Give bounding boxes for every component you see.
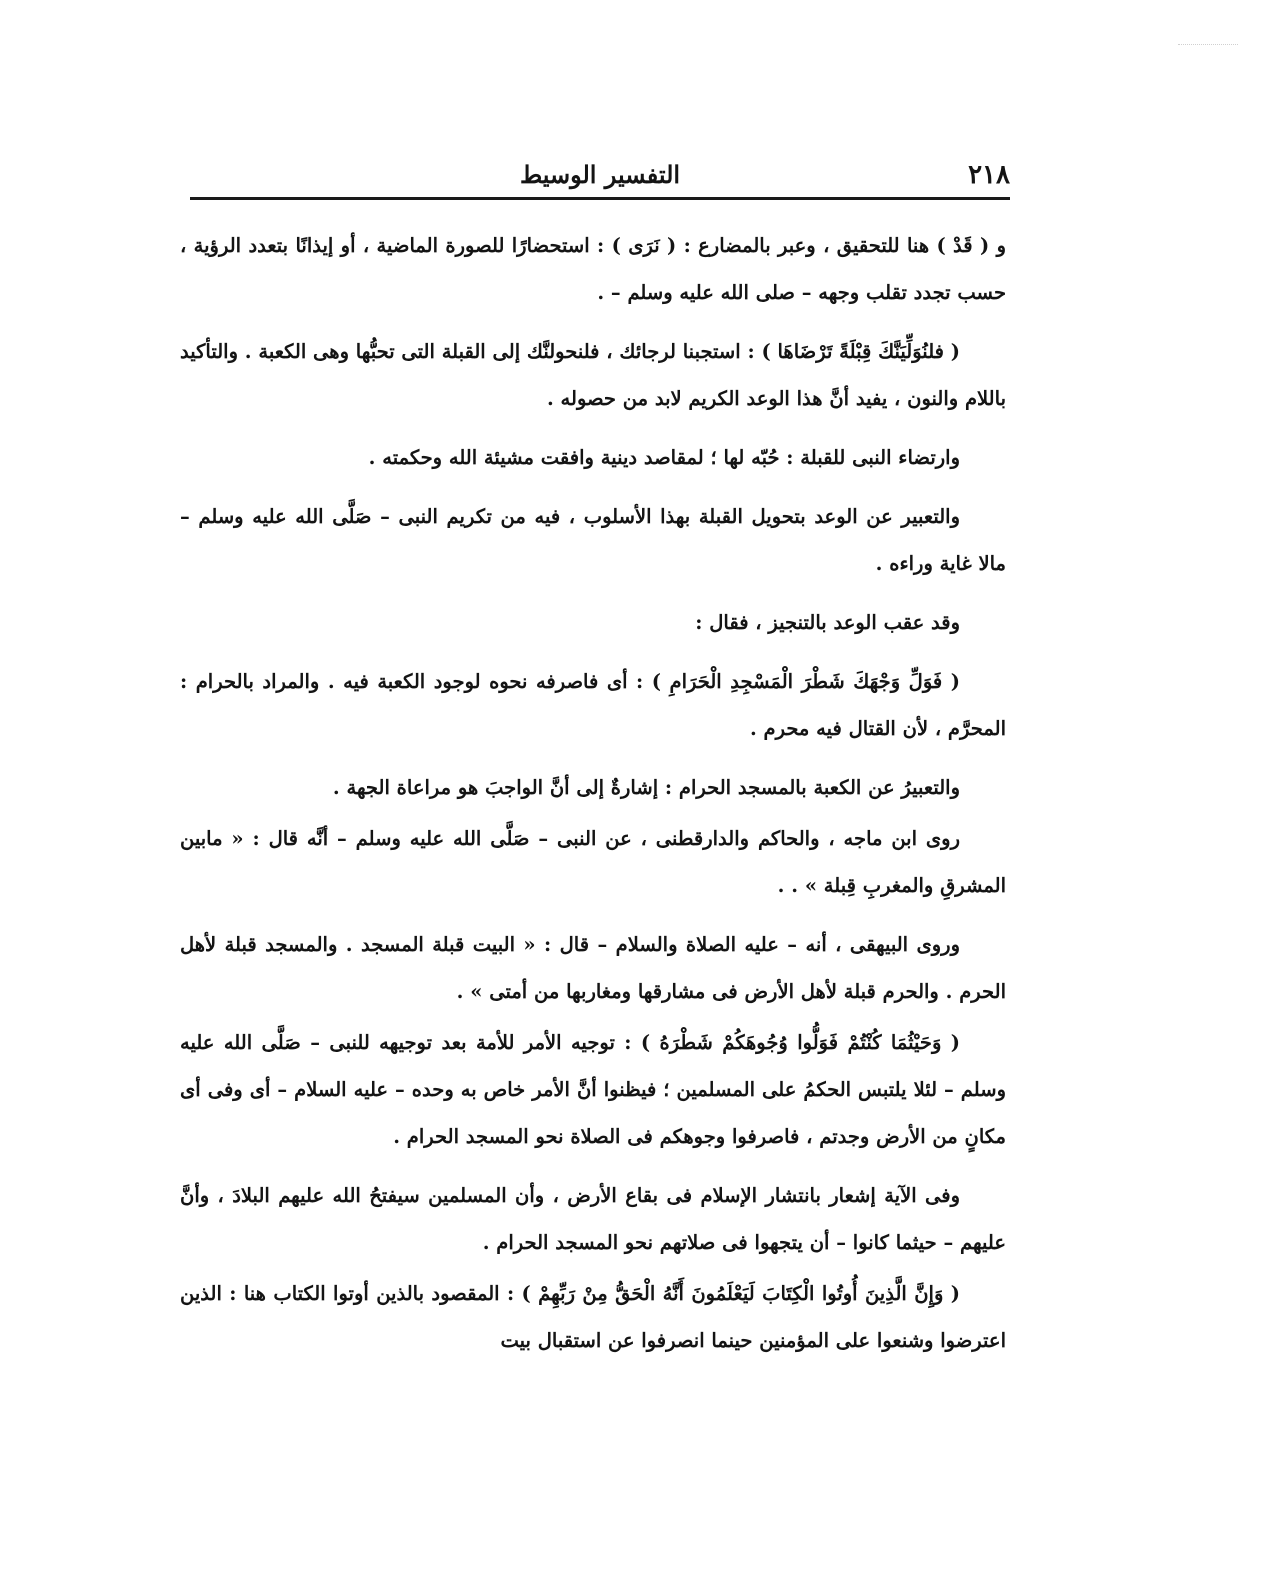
page-header: [190, 160, 1010, 190]
scan-artifact: [1178, 44, 1238, 47]
paragraph: وروى البيهقى ، أنه – عليه الصلاة والسلام – قال : « البيت قبلة المسجد . والمسجد قبلة لأهل الحرم . والحرم قبلة لأهل الأرض فى مشارقها ومغاربها من أمتى » .: [180, 933, 1006, 1003]
paragraph: وقد عقب الوعد بالتنجيز ، فقال :: [695, 611, 960, 634]
paragraph: وفى الآية إشعار بانتشار الإسلام فى بقاع الأرض ، وأن المسلمين سيفتحُ الله عليهم البلادَ ، وأنَّ عليهم – حيثما كانوا – أن يتجهوا فى صلاتهم نحو المسجد الحرام .: [180, 1184, 1006, 1254]
paragraph: والتعبير عن الوعد بتحويل القبلة بهذا الأسلوب ، فيه من تكريم النبى – صَلَّى الله عليه وسلم – مالا غاية وراءه .: [180, 505, 1006, 575]
page-number: ٢١٨: [968, 160, 1010, 190]
paragraph: ( وَحَيْثُمَا كُنْتُمْ فَوَلُّوا وُجُوهَكُمْ شَطْرَهُ ) : توجيه الأمر للأمة بعد توجيهه للنبى – صَلَّى الله عليه وسلم – لئلا يلتبس الحكمُ على المسلمين ؛ فيظنوا أنَّ الأمر خاص به وحده – عليه السلام – أى وفى أى مكانٍ من الأرض وجدتم ، فاصرفوا وجوهكم فى الصلاة نحو المسجد الحرام .: [180, 1031, 1006, 1148]
paragraph: ( فَوَلِّ وَجْهَكَ شَطْرَ الْمَسْجِدِ الْحَرَامِ ) : أى فاصرفه نحوه لوجود الكعبة فيه . والمراد بالحرام : المحرَّم ، لأن القتال فيه محرم .: [180, 670, 1006, 740]
paragraph: ( فلنُوَلِّيَنَّكَ قِبْلَةً تَرْضَاهَا ) : استجبنا لرجائك ، فلنحولنَّك إلى القبلة التى تحبُّها وهى الكعبة . والتأكيد باللام والنون ، يفيد أنَّ هذا الوعد الكريم لابد من حصوله .: [180, 340, 1006, 410]
header-rule: [190, 197, 1010, 200]
body-text: [180, 222, 1006, 1562]
paragraph: روى ابن ماجه ، والحاكم والدارقطنى ، عن النبى – صَلَّى الله عليه وسلم – أنَّه قال : « مابين المشرقِ والمغربِ قِبلة » . .: [180, 827, 1006, 897]
paragraph: والتعبيرُ عن الكعبة بالمسجد الحرام : إشارةٌ إلى أنَّ الواجبَ هو مراعاة الجهة .: [332, 776, 960, 799]
paragraph: و ( قَدْ ) هنا للتحقيق ، وعبر بالمضارع : ( نَرَى ) : استحضارًا للصورة الماضية ، أو إيذانًا بتعدد الرؤية ، حسب تجدد تقلب وجهه – صلى الله عليه وسلم – .: [180, 234, 1006, 304]
running-title: التفسير الوسيط: [519, 160, 681, 189]
paragraph: وارتضاء النبى للقبلة : حُبّه لها ؛ لمقاصد دينية وافقت مشيئة الله وحكمته .: [368, 446, 960, 469]
paragraph: ( وَإِنَّ الَّذِينَ أُوتُوا الْكِتَابَ لَيَعْلَمُونَ أَنَّهُ الْحَقُّ مِنْ رَبِّهِمْ ) : المقصود بالذين أوتوا الكتاب هنا : الذين اعترضوا وشنعوا على المؤمنين حينما انصرفوا عن استقبال بيت: [180, 1282, 1006, 1352]
